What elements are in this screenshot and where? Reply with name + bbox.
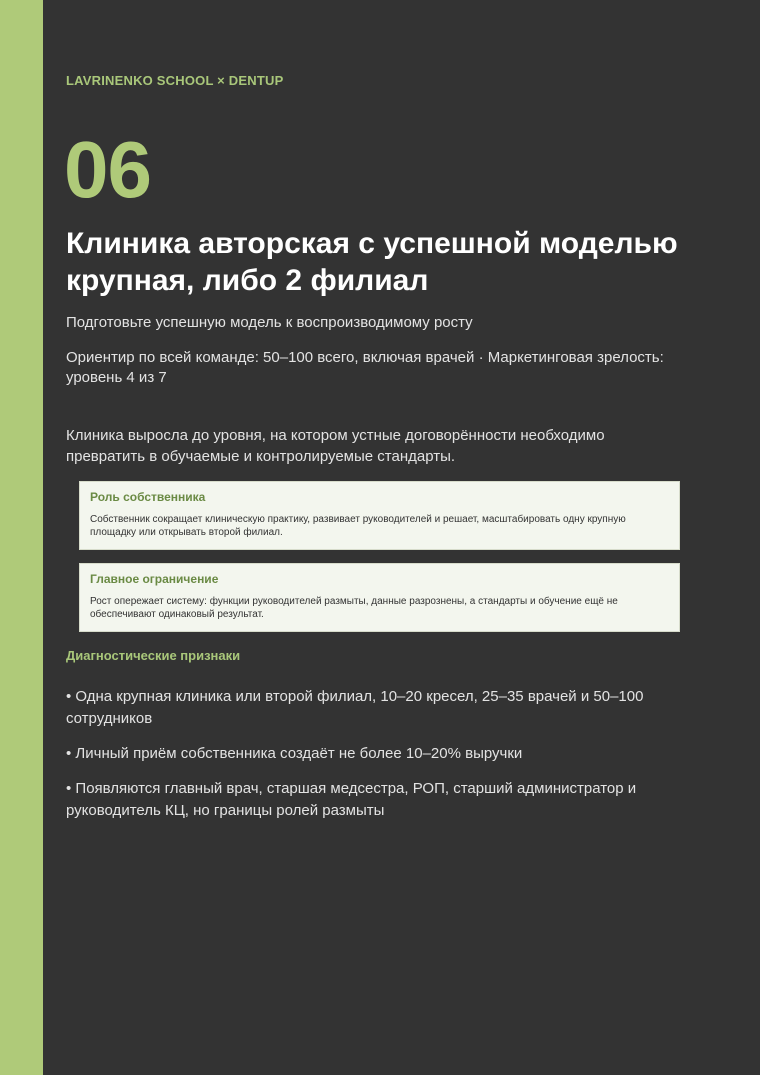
card-text: Рост опережает систему: функции руководителей размыты, данные разрознены, а стандарты и обучение ещё не обеспечивают одинаковый результат. (90, 596, 618, 620)
list-item: • Появляются главный врач, старшая медсестра, РОП, старший администратор и руководитель КЦ, но границы ролей размыты (66, 780, 637, 819)
section-number: 06 (64, 125, 151, 214)
list-item: • Личный приём собственника создаёт не более 10–20% выручки (66, 745, 523, 762)
accent-side-bar (0, 0, 43, 1075)
page-subtitle: Подготовьте успешную модель к воспроизводимому росту (66, 314, 473, 331)
benchmark-text: Ориентир по всей команде: 50–100 всего, включая врачей · Маркетинговая зрелость: уровень 4 из 7 (66, 349, 664, 386)
brand-label: LAVRINENKO SCHOOL × DENTUP (66, 73, 284, 88)
list-item: • Одна крупная клиника или второй филиал, 10–20 кресел, 25–35 врачей и 50–100 сотрудников (66, 688, 644, 727)
page-title: Клиника авторская с успешной моделью крупная, либо 2 филиал (66, 227, 678, 297)
card-heading: Главное ограничение (90, 572, 219, 586)
owner-role-card (79, 481, 680, 550)
main-constraint-card (79, 563, 680, 632)
intro-paragraph: Клиника выросла до уровня, на котором устные договорённости необходимо превратить в обучаемые и контролируемые стандарты. (66, 427, 605, 465)
diagnostics-heading: Диагностические признаки (66, 648, 241, 663)
card-text: Собственник сокращает клиническую практику, развивает руководителей и решает, масштабировать одну крупную площадку или открывать второй филиал. (90, 514, 626, 538)
card-heading: Роль собственника (90, 490, 206, 504)
diagnostics-list (66, 686, 696, 835)
